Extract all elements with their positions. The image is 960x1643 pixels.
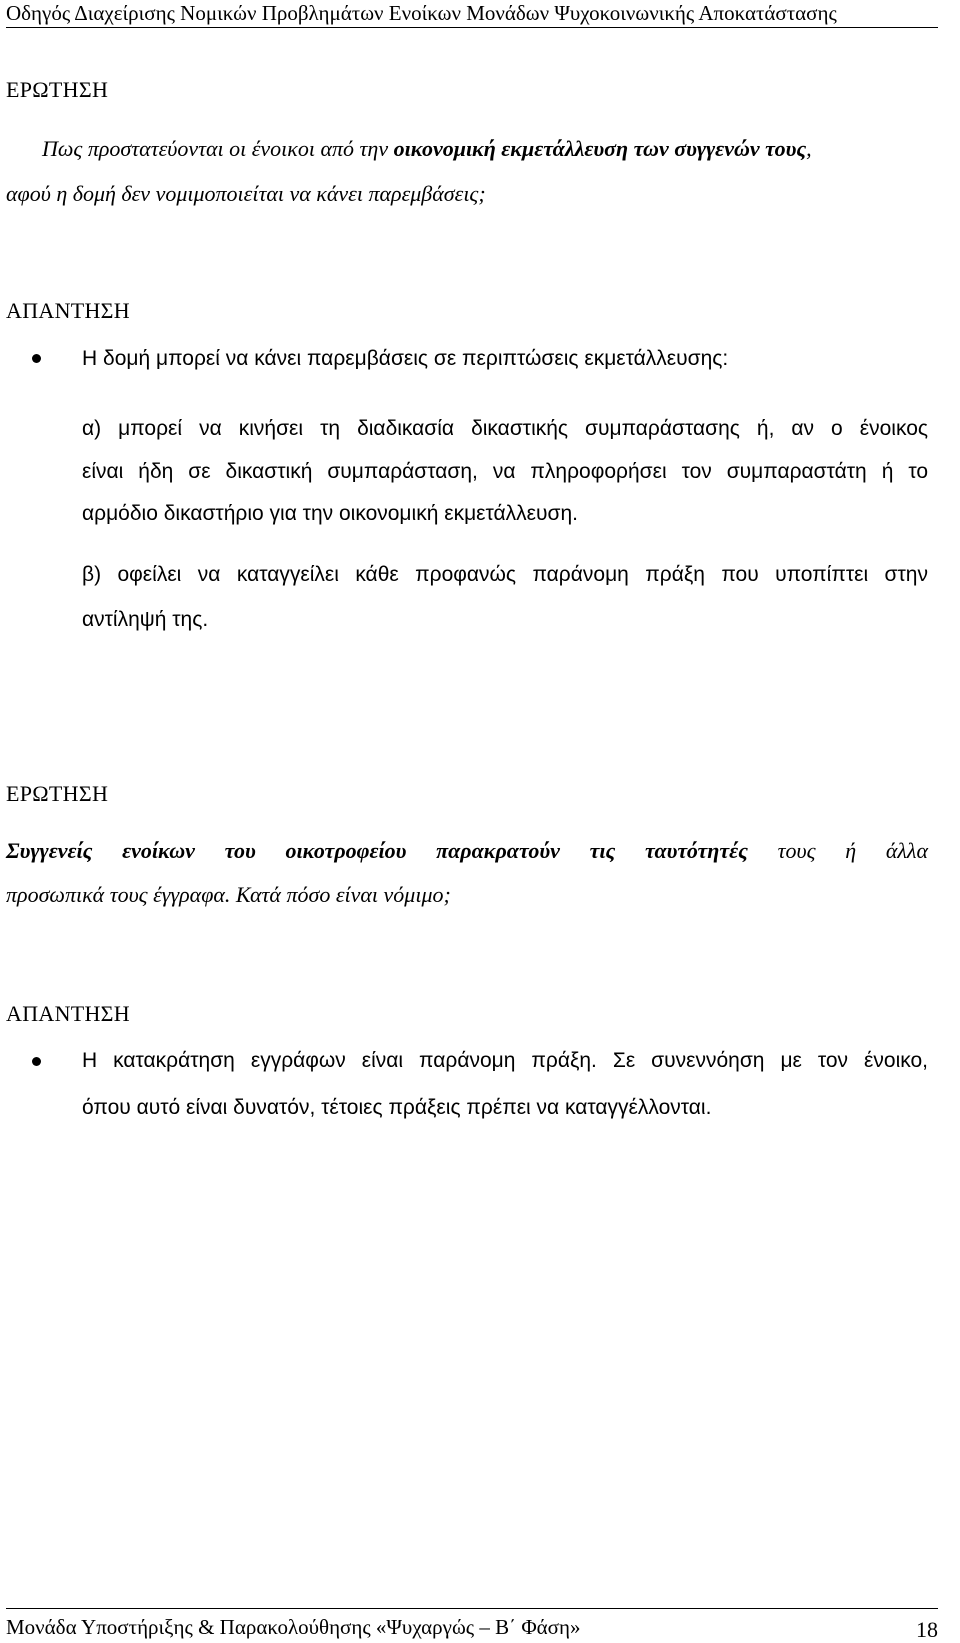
bullet-icon <box>32 354 41 363</box>
question-text-plain: τους ή άλλα <box>747 838 928 863</box>
question-text-line <box>6 836 928 866</box>
footer-divider <box>6 1608 938 1609</box>
question-text-plain: Πως προστατεύονται οι ένοικοι από την <box>42 136 394 161</box>
question-text-block <box>6 836 928 910</box>
page-header-title: Οδηγός Διαχείρισης Νομικών Προβλημάτων Ενοίκων Μονάδων Ψυχοκοινωνικής Αποκατάστασης <box>6 0 938 28</box>
question-text-line: αφού η δομή δεν νομιμοποιείται να κάνει παρεμβάσεις; <box>6 181 486 206</box>
bullet-text: Η κατακράτηση εγγράφων είναι παράνομη πράξη. Σε συνεννόηση με τον ένοικο, <box>82 1049 928 1072</box>
question-text-bold: Συγγενείς ενοίκων του οικοτροφείου παρακρατούν τις ταυτότητές <box>6 838 748 863</box>
bullet-text: όπου αυτό είναι δυνατόν, τέτοιες πράξεις πρέπει να καταγγέλλονται. <box>82 1096 712 1119</box>
answer-paragraph-line: αντίληψή της. <box>82 608 209 631</box>
question-heading: ΕΡΩΤΗΣΗ <box>6 77 109 102</box>
question-text-punct: , <box>806 136 812 161</box>
question-text-line <box>42 134 812 164</box>
answer-paragraph-line: β) οφείλει να καταγγείλει κάθε προφανώς παράνομη πράξη που υποπίπτει στην <box>82 563 928 586</box>
answer-paragraph-line: α) μπορεί να κινήσει τη διαδικασία δικαστικής συμπαράστασης ή, αν ο ένοικος <box>82 417 928 440</box>
question-text-line: προσωπικά τους έγγραφα. Κατά πόσο είναι νόμιμο; <box>6 882 451 907</box>
page-footer-text: Μονάδα Υποστήριξης & Παρακολούθησης «Ψυχαργώς – Β΄ Φάση» <box>6 1615 581 1639</box>
question-text-bold: οικονομική εκμετάλλευση των συγγενών τους <box>393 136 807 161</box>
answer-heading: ΑΠΑΝΤΗΣΗ <box>6 298 130 323</box>
bullet-text: Η δομή μπορεί να κάνει παρεμβάσεις σε περιπτώσεις εκμετάλλευσης: <box>82 347 729 370</box>
question-heading: ΕΡΩΤΗΣΗ <box>6 781 109 806</box>
bullet-icon <box>32 1057 41 1066</box>
answer-paragraph-line: είναι ήδη σε δικαστική συμπαράσταση, να πληροφορήσει τον συμπαραστάτη ή το <box>82 460 928 483</box>
answer-paragraph-line: αρμόδιο δικαστήριο για την οικονομική εκμετάλλευση. <box>82 502 578 525</box>
answer-heading: ΑΠΑΝΤΗΣΗ <box>6 1001 130 1026</box>
page-number: 18 <box>916 1617 938 1642</box>
